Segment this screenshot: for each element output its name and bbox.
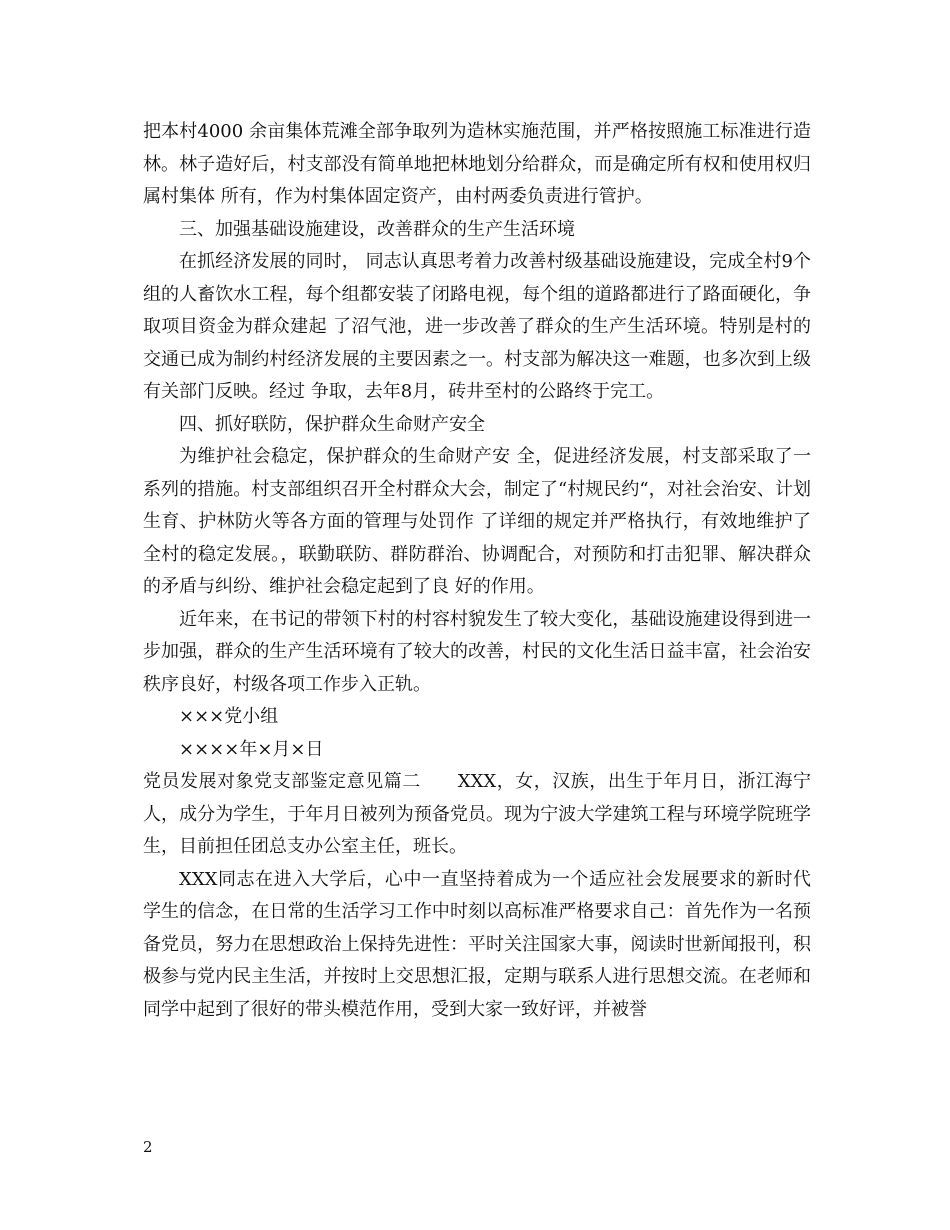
body-paragraph: 党员发展对象党支部鉴定意见篇二 XXX，女，汉族，出生于年月日，浙江海宁人，成分为学生，于年月日被列为预备党员。现为宁波大学建筑工程与环境学院班学生，目前担任团总支办公室主任，班长。 (143, 771, 811, 857)
section-heading: 三、加强基础设施建设，改善群众的生产生活环境 (179, 218, 575, 240)
body-paragraph: 把本村4000 余亩集体荒滩全部争取列为造林实施范围，并严格按照施工标准进行造林。林子造好后，村支部没有简单地把林地划分给群众，而是确定所有权和使用权归属村集体 所有，作为村集体固定资产，由村两委负责进行管护。 (143, 121, 811, 207)
signature-line: ×××党小组 (179, 706, 279, 727)
body-paragraph: 为维护社会稳定，保护群众的生命财产安 全，促进经济发展，村支部采取了一系列的措施。村支部组织召开全村群众大会，制定了“村规民约“，对社会治安、计划生育、护林防火等各方面的管理与处罚作 了详细的规定并严格执行，有效地维护了全村的稳定发展。，联勤联防、群防群治、协调配合，对预防和打击犯罪、解决群众的矛盾与纠纷、维护社会稳定起到了良 好的作用。 (143, 446, 811, 597)
page-number: 2 (143, 1138, 153, 1156)
document-body (143, 116, 811, 1026)
body-paragraph: XXX同志在进入大学后，心中一直坚持着成为一个适应社会发展要求的新时代学生的信念，在日常的生活学习工作中时刻以高标准严格要求自己：首先作为一名预备党员，努力在思想政治上保持先进性：平时关注国家大事，阅读时世新闻报刊，积极参与党内民主生活，并按时上交思想汇报，定期与联系人进行思想交流。在老师和同学中起到了很好的带头模范作用，受到大家一致好评，并被誉 (143, 868, 811, 1020)
date-line: ××××年×月×日 (179, 738, 324, 760)
section-heading: 四、抓好联防，保护群众生命财产安全 (179, 413, 485, 435)
body-paragraph: 在抓经济发展的同时， 同志认真思考着力改善村级基础设施建设，完成全村9个组的人畜饮水工程，每个组都安装了闭路电视，每个组的道路都进行了路面硬化，争取项目资金为群众建起 了沼气池，进一步改善了群众的生产生活环境。特别是村的交通已成为制约村经济发展的主要因素之一。村支部为解决这一难题，也多次到上级有关部门反映。经过 争取，去年8月，砖井至村的公路终于完工。 (143, 251, 811, 402)
body-paragraph: 近年来，在书记的带领下村的村容村貌发生了较大变化，基础设施建设得到进一步加强，群众的生产生活环境有了较大的改善，村民的文化生活日益丰富，社会治安秩序良好，村级各项工作步入正轨。 (143, 608, 811, 695)
